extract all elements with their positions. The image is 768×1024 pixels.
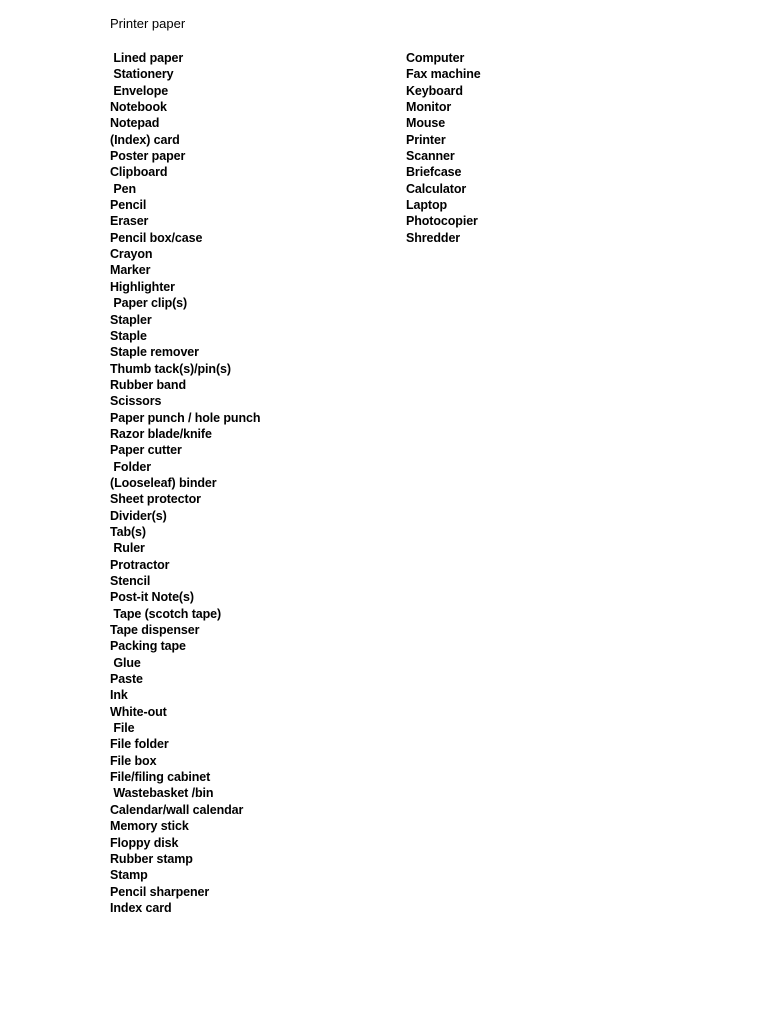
left-column-item: Rubber stamp — [110, 851, 193, 866]
left-column-item: Tape (scotch tape) — [110, 606, 222, 621]
right-column-item: Laptop — [406, 198, 448, 213]
left-column-item: File — [110, 721, 135, 736]
heading-printer-paper: Printer paper — [110, 16, 186, 31]
right-column-item: Computer — [406, 51, 465, 65]
left-column-item: Poster paper — [110, 149, 186, 164]
left-column-item: Staple — [110, 328, 147, 343]
left-column-list — [110, 50, 260, 916]
left-column-item: Index card — [110, 900, 172, 915]
left-column-item: (Index) card — [110, 132, 180, 147]
left-column-item: Tab(s) — [110, 524, 146, 539]
left-column-item: Folder — [110, 459, 151, 474]
left-column-item: Wastebasket /bin — [110, 786, 214, 801]
left-column-item: (Looseleaf) binder — [110, 475, 217, 490]
left-column-item: Memory stick — [110, 819, 189, 834]
left-column-item: Paper punch / hole punch — [110, 410, 261, 425]
left-column-item: Paper clip(s) — [110, 296, 188, 311]
left-column-item: Marker — [110, 263, 151, 278]
left-column-item: Packing tape — [110, 639, 186, 654]
left-column-item: Paper cutter — [110, 443, 182, 458]
left-column-item: File box — [110, 753, 157, 768]
right-column-item: Photocopier — [406, 214, 478, 229]
left-column-item: Ink — [110, 688, 128, 703]
left-column-item: File/filing cabinet — [110, 770, 211, 785]
left-column-item: Calendar/wall calendar — [110, 802, 244, 817]
left-column-item: Stamp — [110, 868, 148, 883]
right-column-item: Scanner — [406, 149, 455, 164]
right-column-item: Briefcase — [406, 165, 462, 180]
left-column-item: Paste — [110, 672, 143, 687]
left-column-item: Divider(s) — [110, 508, 167, 523]
left-column-item: Staple remover — [110, 345, 199, 360]
left-column-item: Stencil — [110, 574, 151, 588]
left-column-item: Clipboard — [110, 165, 168, 180]
left-column-item: Pen — [110, 181, 136, 196]
right-column-item: Shredder — [406, 230, 461, 245]
left-column-item: Tape dispenser — [110, 623, 200, 638]
left-column-item: Notebook — [110, 100, 167, 115]
left-column-item: Glue — [110, 655, 141, 670]
left-column-item: Sheet protector — [110, 492, 201, 507]
left-column-item: Eraser — [110, 214, 149, 229]
left-column-item: File folder — [110, 737, 169, 752]
right-column-item: Calculator — [406, 181, 467, 196]
right-column-item: Printer — [406, 132, 446, 147]
left-column-item: Highlighter — [110, 279, 175, 294]
left-column-item: Pencil sharpener — [110, 884, 210, 899]
left-column-item: White-out — [110, 704, 167, 719]
left-column-item: Rubber band — [110, 377, 186, 392]
left-column-item: Crayon — [110, 247, 153, 262]
right-column-item: Mouse — [406, 116, 446, 131]
left-column-item: Stapler — [110, 312, 152, 327]
left-column-item: Pencil — [110, 198, 147, 213]
right-column-list — [406, 50, 481, 246]
left-column-item: Floppy disk — [110, 835, 179, 850]
left-column-item: Protractor — [110, 557, 170, 572]
left-column-item: Stationery — [110, 67, 174, 82]
left-column-item: Post-it Note(s) — [110, 590, 194, 605]
left-column-item: Pencil box/case — [110, 230, 203, 245]
right-column-item: Monitor — [406, 100, 452, 115]
left-column-item: Thumb tack(s)/pin(s) — [110, 361, 231, 376]
right-column-item: Fax machine — [406, 67, 481, 82]
left-column-item: Ruler — [110, 541, 145, 556]
left-column-item: Notepad — [110, 116, 160, 131]
left-column-item: Razor blade/knife — [110, 426, 212, 441]
left-column-item: Lined paper — [110, 51, 184, 65]
right-column-item: Keyboard — [406, 83, 463, 98]
left-column-item: Envelope — [110, 83, 169, 98]
left-column-item: Scissors — [110, 394, 162, 409]
